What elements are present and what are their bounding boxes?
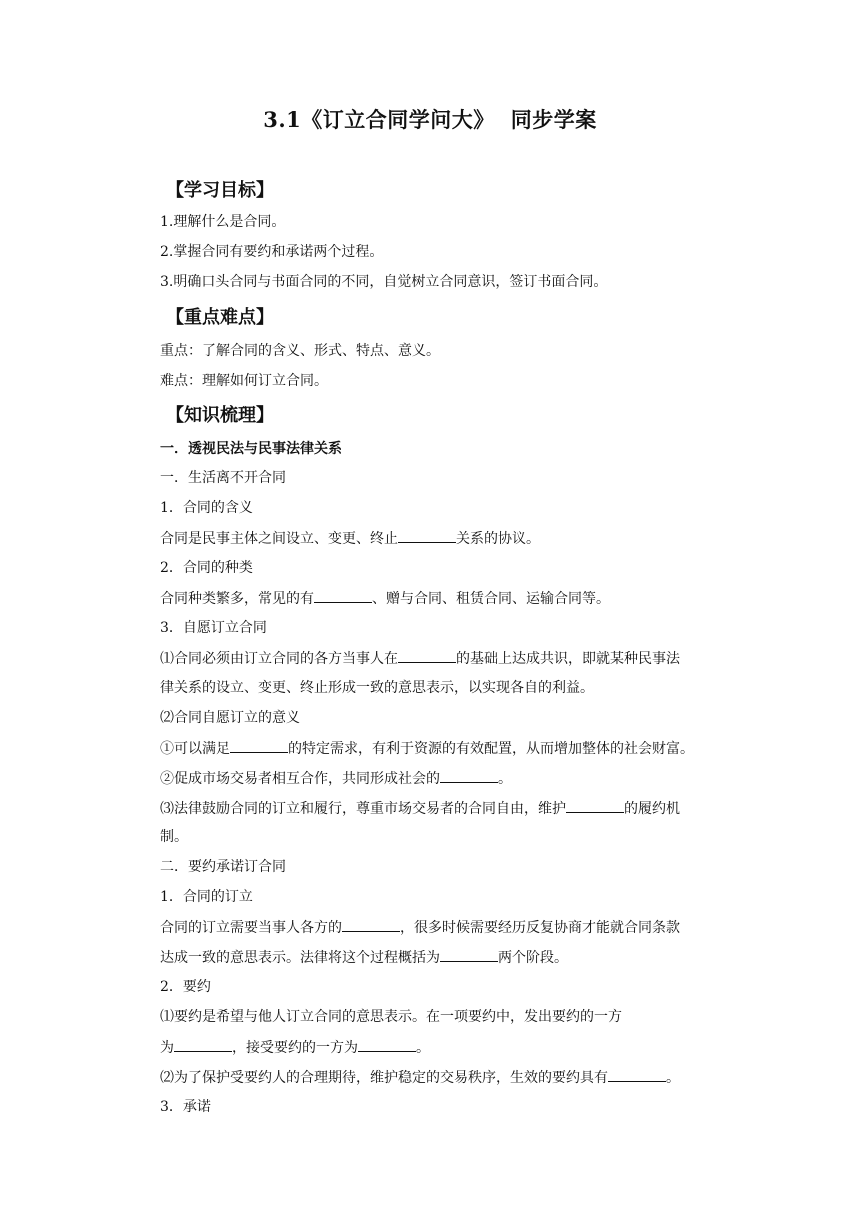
section-heading-goals: 【学习目标】 — [166, 180, 274, 201]
paragraph-voluntary-1: ⑴合同必须由订立合同的各方当事人在 的基础上达成共识，即就某种民事法 — [160, 648, 740, 669]
part-heading: 一．透视民法与民事法律关系 — [160, 441, 342, 457]
fill-blank[interactable] — [230, 738, 288, 753]
fill-blank[interactable] — [314, 588, 372, 603]
paragraph-formation: 合同的订立需要当事人各方的 ，很多时候需要经历反复协商才能就合同条款 — [160, 917, 740, 938]
heading-2-3: 3．承诺 — [160, 1099, 211, 1115]
paragraph-offer-1-cont: 为 ，接受要约的一方为 。 — [160, 1037, 740, 1058]
paragraph-contract-meaning: 合同是民事主体之间设立、变更、终止 关系的协议。 — [160, 528, 740, 549]
paragraph-formation-cont: 达成一致的意思表示。法律将这个过程概括为 两个阶段。 — [160, 947, 740, 968]
title-sub: 同步学案 — [510, 107, 597, 132]
paragraph-contract-types: 合同种类繁多，常见的有 、赠与合同、租赁合同、运输合同等。 — [160, 588, 740, 609]
fill-blank[interactable] — [174, 1037, 232, 1052]
title-main: 3.1《订立合同学问大》 — [263, 107, 495, 132]
heading-1-3: 3．自愿订立合同 — [160, 620, 267, 636]
heading-2-2: 2．要约 — [160, 979, 211, 995]
paragraph-offer-2: ⑵为了保护受要约人的合理期待，维护稳定的交易秩序，生效的要约具有 。 — [160, 1067, 740, 1088]
goal-item-2: 2.掌握合同有要约和承诺两个过程。 — [160, 244, 384, 260]
heading-1-2: 2．合同的种类 — [160, 560, 253, 576]
section-heading-knowledge: 【知识梳理】 — [166, 405, 274, 426]
heading-2-1: 1．合同的订立 — [160, 889, 253, 905]
fill-blank[interactable] — [342, 917, 400, 932]
goal-item-1: 1.理解什么是合同。 — [160, 214, 286, 230]
goal-item-3: 3.明确口头合同与书面合同的不同，自觉树立合同意识，签订书面合同。 — [160, 274, 608, 290]
paragraph-voluntary-1-cont: 律关系的设立、变更、终止形成一致的意思表示，以实现各自的利益。 — [160, 680, 594, 696]
paragraph-offer-1: ⑴要约是希望与他人订立合同的意思表示。在一项要约中，发出要约的一方 — [160, 1009, 622, 1025]
fill-blank[interactable] — [398, 528, 456, 543]
section-heading-key: 【重点难点】 — [166, 307, 274, 328]
paragraph-voluntary-2: ⑵合同自愿订立的意义 — [160, 710, 300, 726]
paragraph-voluntary-3-cont: 制。 — [160, 829, 188, 845]
fill-blank[interactable] — [440, 768, 498, 783]
fill-blank[interactable] — [440, 947, 498, 962]
difficult-point-line: 难点：理解如何订立合同。 — [160, 373, 328, 389]
key-point-line: 重点：了解合同的含义、形式、特点、意义。 — [160, 343, 440, 359]
paragraph-meaning-2: ②促成市场交易者相互合作，共同形成社会的 。 — [160, 768, 740, 789]
fill-blank[interactable] — [608, 1067, 666, 1082]
heading-2: 二．要约承诺订合同 — [160, 859, 286, 875]
paragraph-voluntary-3: ⑶法律鼓励合同的订立和履行，尊重市场交易者的合同自由，维护 的履约机 — [160, 798, 740, 819]
heading-1-1: 1．合同的含义 — [160, 500, 253, 516]
heading-1: 一．生活离不开合同 — [160, 470, 286, 486]
paragraph-meaning-1: ①可以满足 的特定需求，有利于资源的有效配置，从而增加整体的社会财富。 — [160, 738, 740, 759]
fill-blank[interactable] — [566, 798, 624, 813]
fill-blank[interactable] — [358, 1037, 416, 1052]
fill-blank[interactable] — [398, 648, 456, 663]
page-title — [0, 104, 860, 134]
